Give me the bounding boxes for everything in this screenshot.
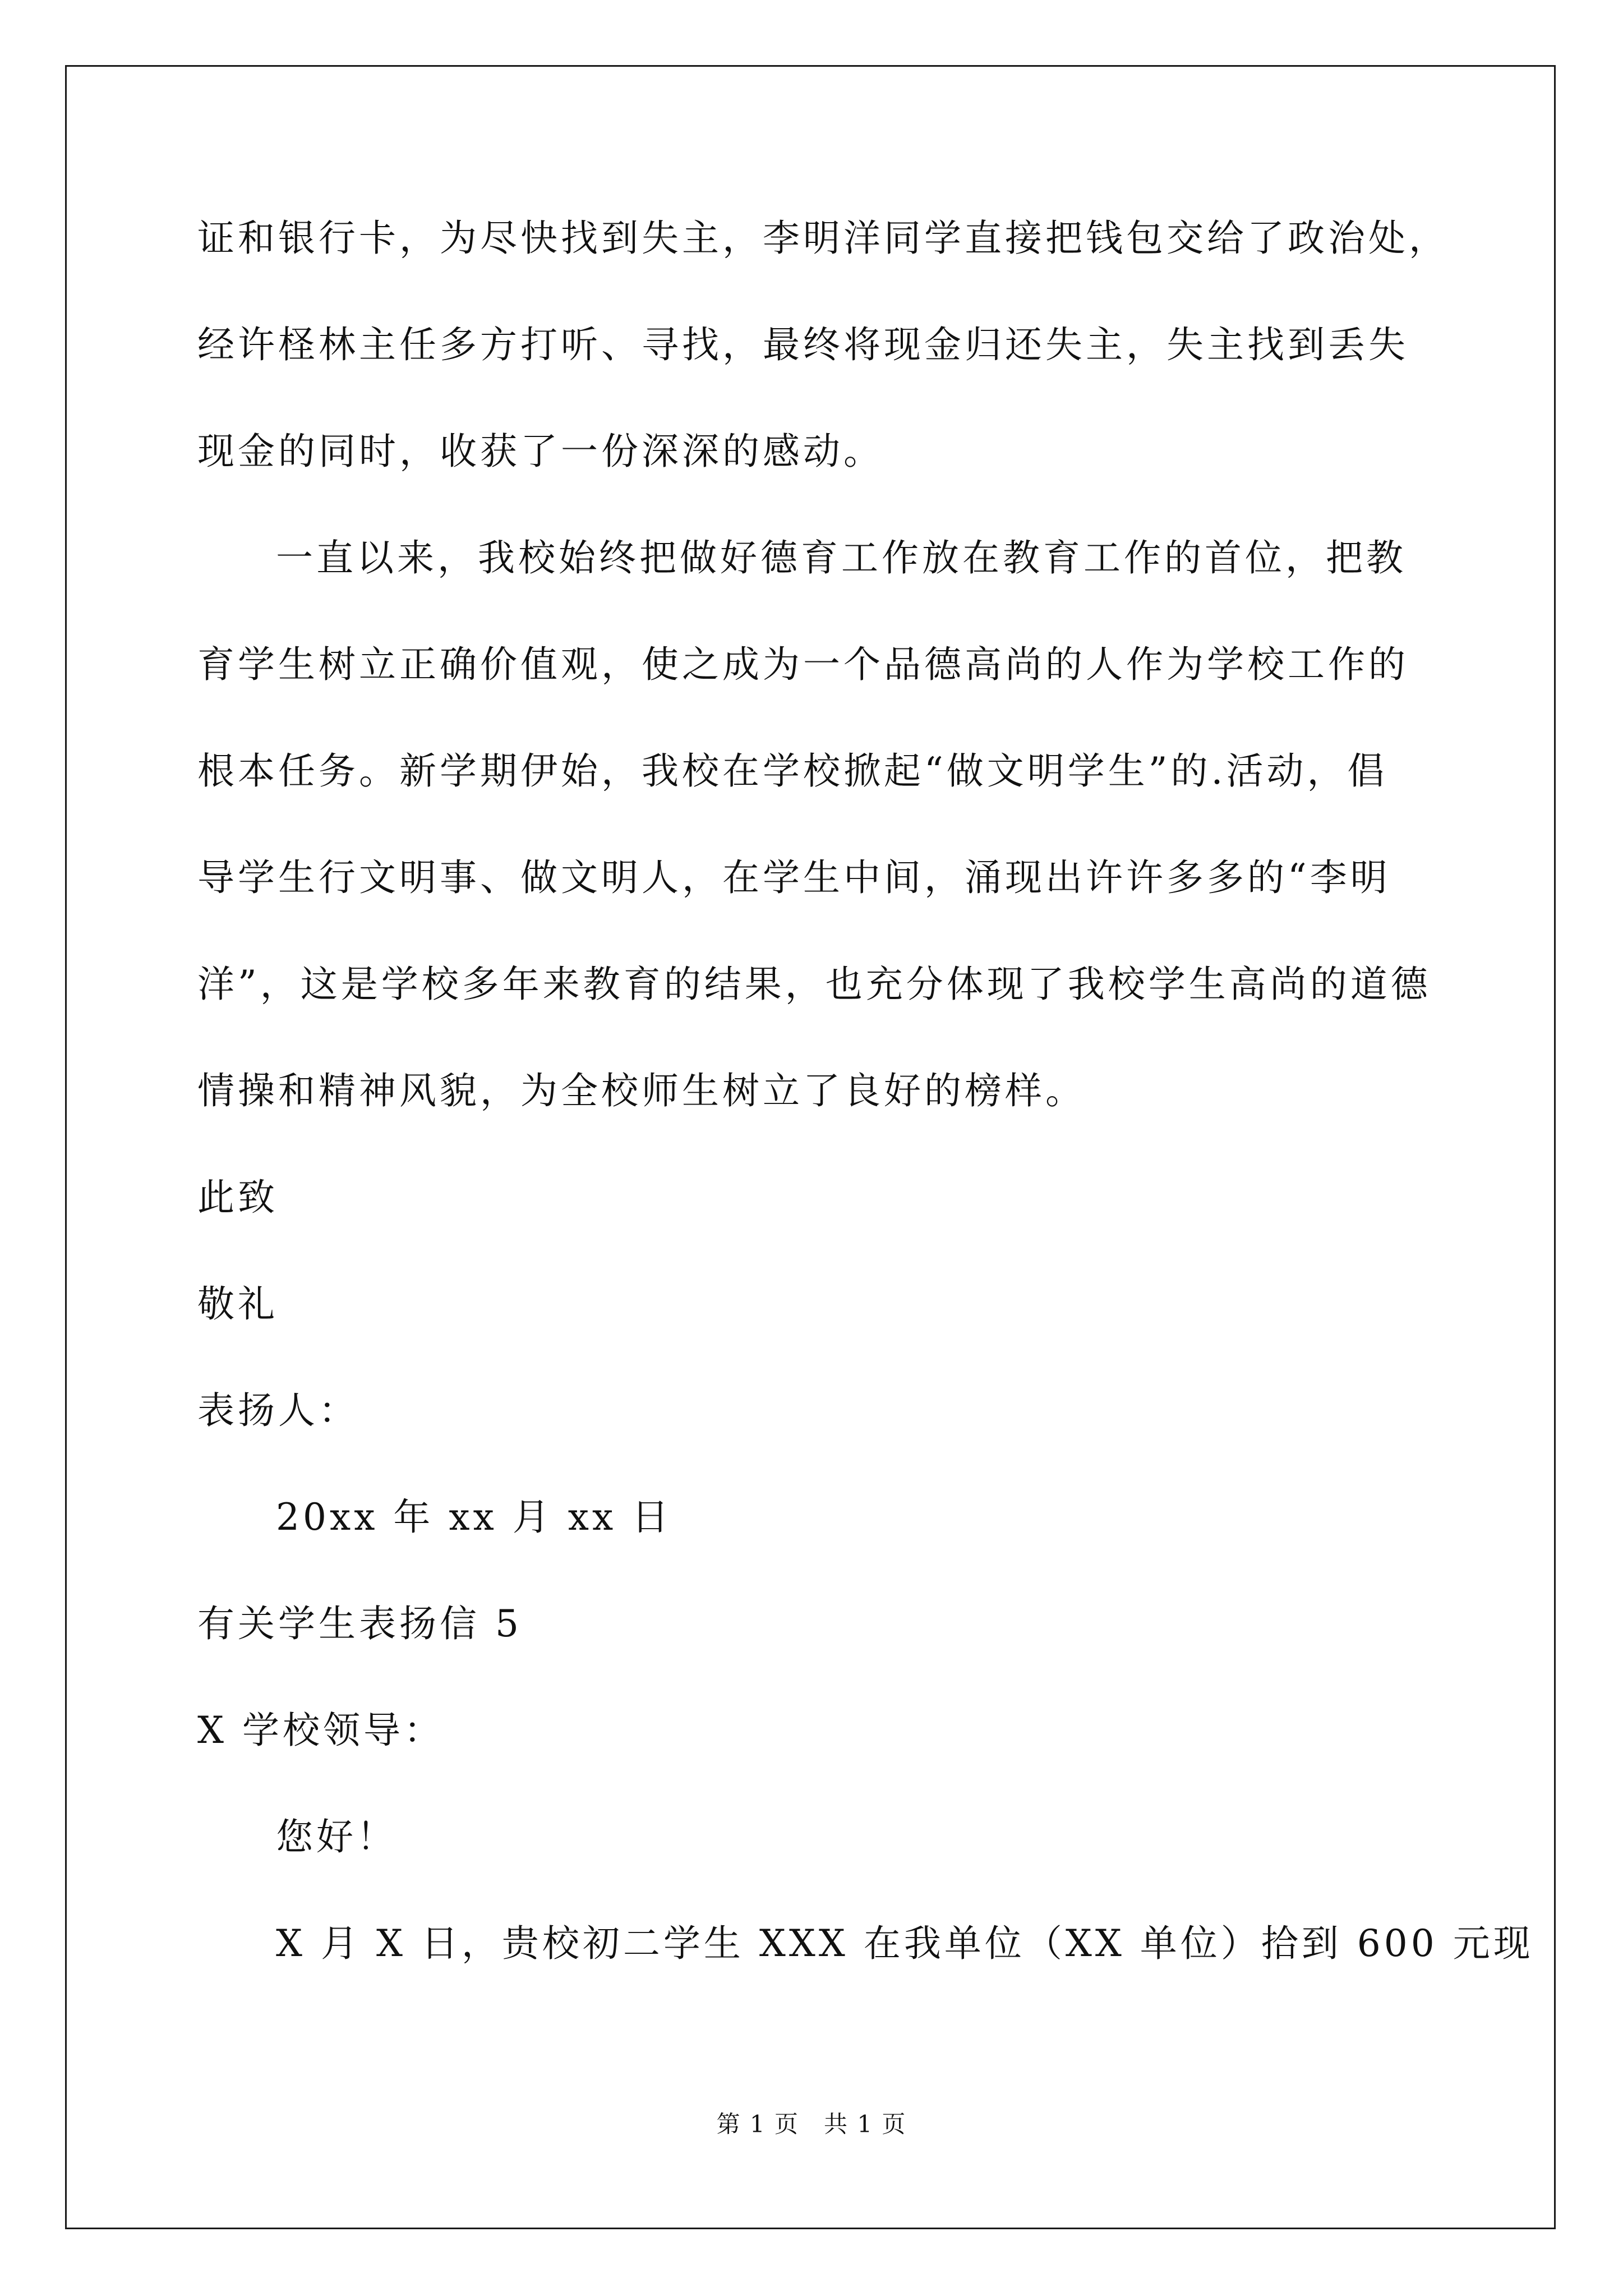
text-line: 育学生树立正确价值观，使之成为一个品德高尚的人作为学校工作的 xyxy=(197,643,1409,686)
closing-regards: 敬礼 xyxy=(197,1282,278,1326)
text-line: 根本任务。新学期伊始，我校在学校掀起“做文明学生”的.活动，倡 xyxy=(197,749,1388,793)
paragraph-start-line: 一直以来，我校始终把做好德育工作放在教育工作的首位，把教 xyxy=(276,536,1407,579)
page-number-footer: 第 1 页 共 1 页 xyxy=(716,2110,907,2138)
text-line: 洋”，这是学校多年来教育的结果，也充分体现了我校学生高尚的道德 xyxy=(197,963,1431,1006)
letter-date: 20xx 年 xx 月 xx 日 xyxy=(276,1496,672,1539)
signer-label: 表扬人： xyxy=(197,1389,359,1432)
text-line: 情操和精神风貌，为全校师生树立了良好的榜样。 xyxy=(197,1069,1086,1112)
greeting: 您好！ xyxy=(276,1815,397,1858)
text-line: 现金的同时，收获了一份深深的感动。 xyxy=(197,430,884,473)
text-line: 证和银行卡，为尽快找到失主，李明洋同学直接把钱包交给了政治处， xyxy=(197,217,1449,260)
page-border xyxy=(65,65,1556,2229)
letter-recipient: X 学校领导： xyxy=(197,1709,444,1752)
section-heading: 有关学生表扬信 5 xyxy=(197,1602,522,1645)
closing-salutation: 此致 xyxy=(197,1176,278,1219)
text-line: 导学生行文明事、做文明人，在学生中间，涌现出许许多多的“李明 xyxy=(197,856,1391,899)
text-line: 经许柽林主任多方打听、寻找，最终将现金归还失主，失主找到丢失 xyxy=(197,323,1409,366)
paragraph-start-line: X 月 X 日，贵校初二学生 XXX 在我单位（XX 单位）拾到 600 元现 xyxy=(276,1922,1534,1965)
